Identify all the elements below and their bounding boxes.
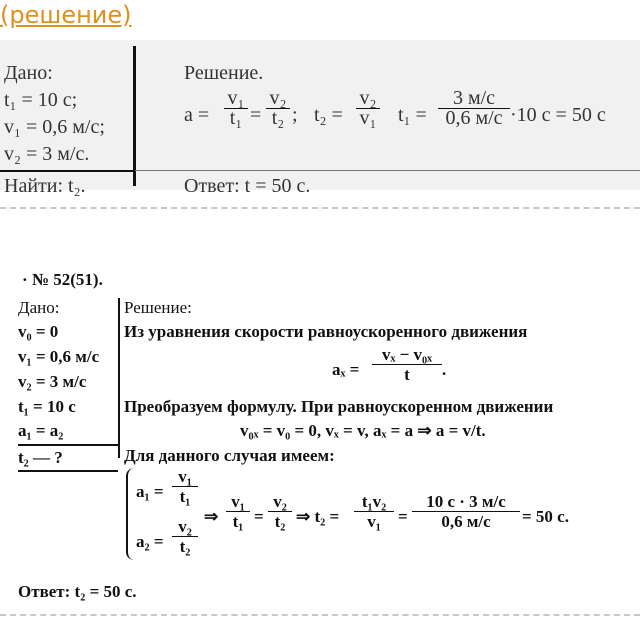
formula-text: ⇒ t₂ = xyxy=(296,507,340,526)
scan2-given-item: v₂ = 3 м/с xyxy=(18,372,87,391)
scan2-given-title: Дано: xyxy=(18,298,60,317)
formula-text: = xyxy=(250,104,262,126)
scan1-given-item: v₁ = 0,6 м/с; xyxy=(4,116,105,138)
fraction: v₂ v₁ xyxy=(356,90,380,127)
scan2-line1: Из уравнения скорости равноускоренного движения xyxy=(124,322,528,341)
fraction: vₓ − v₀ₓ t xyxy=(372,346,442,383)
scan1-find: Найти: t₂. xyxy=(4,175,86,197)
scan2-given-item: v₀ = 0 xyxy=(18,322,59,341)
separator-dashed xyxy=(0,614,640,616)
scan2-find: t₂ — ? xyxy=(18,448,63,467)
scan2-line3: v₀ₓ = v₀ = 0, vₓ = v, aₓ = a ⇒ a = v/t. xyxy=(240,421,486,440)
formula-text: ⇒ xyxy=(204,507,219,526)
scan1-divider xyxy=(133,46,136,186)
scan2-divider xyxy=(118,298,120,458)
scan1-given-item: v₂ = 3 м/с. xyxy=(4,143,90,165)
formula-text: a₁ = xyxy=(136,482,164,501)
formula-text: = xyxy=(398,507,408,526)
find-underline xyxy=(18,470,118,472)
formula-text: = 50 с. xyxy=(522,507,569,526)
scan1-solution-title: Решение. xyxy=(184,62,264,84)
fraction: v₁ t₁ xyxy=(226,493,250,530)
formula-text: ; xyxy=(292,104,298,126)
scan2-given-item: v₁ = 0,6 м/с xyxy=(18,347,100,366)
fraction: v₂ t₂ xyxy=(268,493,292,530)
formula-text: ·10 с = 50 с xyxy=(510,104,606,126)
scan1-given-underline xyxy=(0,170,135,172)
formula-text: . xyxy=(442,360,447,379)
formula-text: = xyxy=(254,507,264,526)
fraction: t₁v₂ v₁ xyxy=(354,493,394,530)
scan2-given-item: t₁ = 10 с xyxy=(18,397,76,416)
scan1-answer: Ответ: t = 50 с. xyxy=(184,175,311,197)
solution-link[interactable]: (решение) xyxy=(0,1,132,29)
scan2-answer: Ответ: t₂ = 50 с. xyxy=(18,582,137,601)
scan1-given-item: t₁ = 10 с; xyxy=(4,89,78,111)
given-underline xyxy=(18,444,118,446)
formula-text: a₂ = xyxy=(136,532,164,551)
scan2-line2: Преобразуем формулу. При равноускоренном движении xyxy=(124,397,554,416)
scan1-given-title: Дано: xyxy=(4,62,53,84)
fraction: v₂ t₂ xyxy=(266,90,290,127)
fraction: v₂ t₂ xyxy=(172,518,198,555)
scan2-given-item: a₁ = a₂ xyxy=(18,421,64,440)
scan2-line4: Для данного случая имеем: xyxy=(124,446,335,465)
fraction: 10 с · 3 м/с 0,6 м/с xyxy=(412,493,520,530)
separator-dashed xyxy=(0,207,640,209)
scan1-rule xyxy=(135,170,640,171)
problem-number: · № 52(51). xyxy=(22,270,103,289)
fraction: v₁ t₁ xyxy=(224,90,248,127)
formula-text: t₁ = xyxy=(398,104,427,126)
formula-text: t₂ = xyxy=(314,104,343,126)
scan2-solution-title: Решение: xyxy=(124,298,192,317)
formula-text: aₓ = xyxy=(332,360,360,379)
fraction: 3 м/с 0,6 м/с xyxy=(438,90,510,127)
fraction: v₁ t₁ xyxy=(172,468,198,505)
formula-text: a = xyxy=(184,104,210,126)
